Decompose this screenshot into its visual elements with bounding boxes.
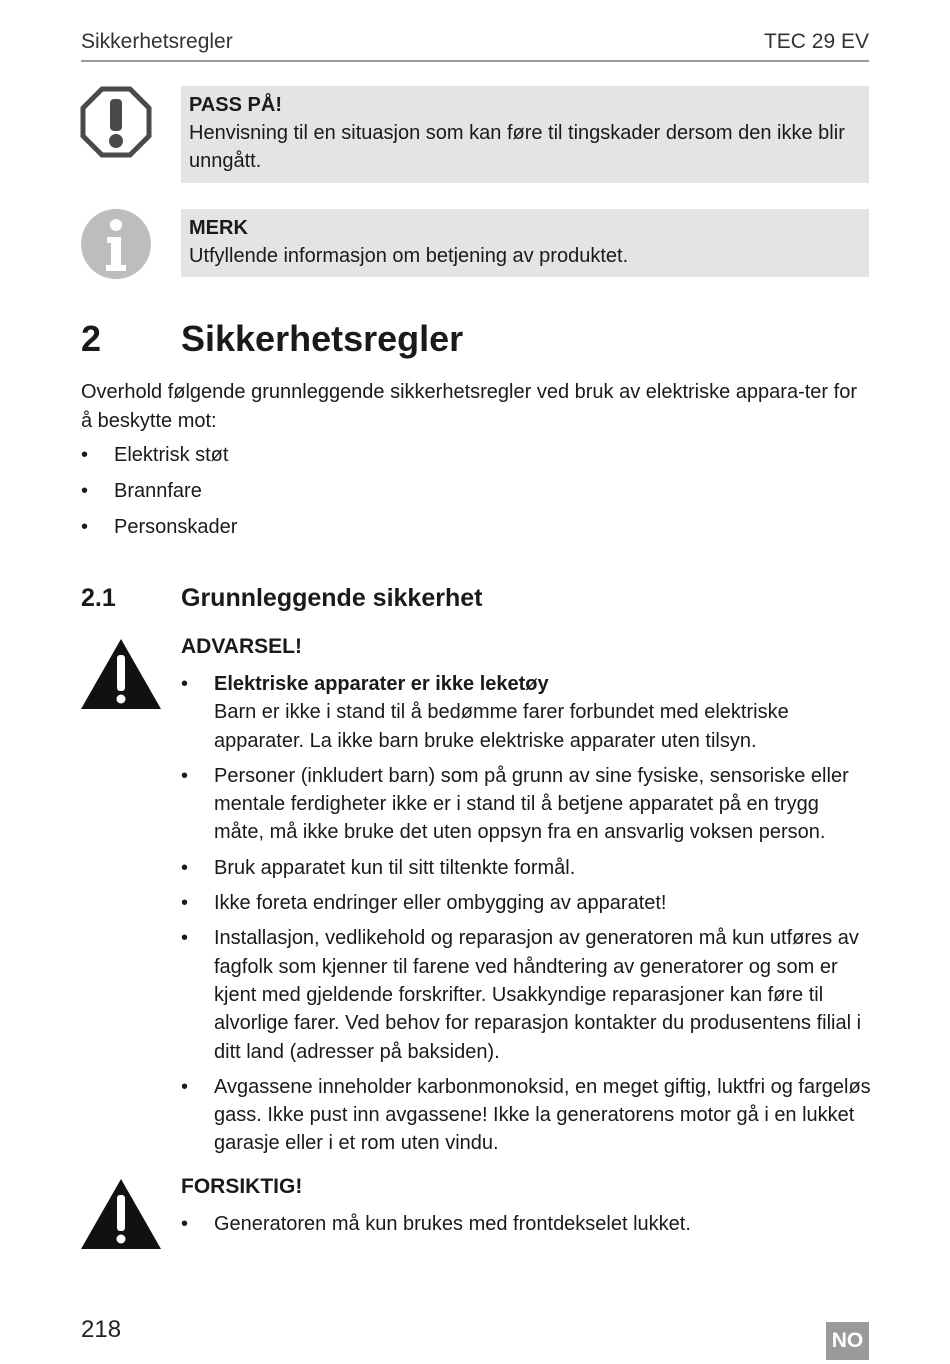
section-intro: Overhold følgende grunnleggende sikkerhetsregler ved bruk av elektriske appara-ter for å beskytte mot: xyxy=(81,381,857,432)
section-number: 2 xyxy=(81,318,102,359)
list-item: Personskader xyxy=(114,516,238,538)
list-item xyxy=(181,762,871,847)
header-rule xyxy=(81,60,869,62)
caution-label: FORSIKTIG! xyxy=(181,1175,303,1198)
warning-triangle-icon xyxy=(80,637,162,711)
bullet-dot: • xyxy=(81,444,89,466)
warning-triangle-icon xyxy=(80,1177,162,1251)
list-item: Brannfare xyxy=(114,480,202,502)
caution-notice-title: PASS PÅ! xyxy=(189,94,282,116)
subsection-number: 2.1 xyxy=(81,584,116,612)
list-item-text: Bruk apparatet kun til sitt tiltenkte formål. xyxy=(214,856,576,879)
bullet-dot: • xyxy=(181,1213,189,1235)
warning-label: ADVARSEL! xyxy=(181,635,302,658)
info-notice-title: MERK xyxy=(189,217,248,239)
list-item xyxy=(181,1073,871,1158)
bullet-dot: • xyxy=(181,764,189,787)
caution-list xyxy=(181,1210,871,1245)
bullet-dot: • xyxy=(181,673,189,695)
list-item xyxy=(181,924,871,1065)
caution-notice-text: Henvisning til en situasjon som kan føre til tingskader dersom den ikke blir unngått. xyxy=(189,122,845,172)
list-item-text: Ikke foreta endringer eller ombygging av apparatet! xyxy=(214,892,667,915)
bullet-dot: • xyxy=(181,1075,189,1098)
list-item-heading: Elektriske apparater er ikke leketøy xyxy=(214,673,549,695)
bullet-dot: • xyxy=(181,892,189,915)
bullet-dot: • xyxy=(181,927,189,950)
warning-list xyxy=(181,670,871,1165)
list-item-text: Installasjon, vedlikehold og reparasjon av generatoren må kun utføres av fagfolk som kjenner til farene ved håndtering av generatorer og som er kjent med gjeldende forskrifter. Usakkyndige reparasjoner kan føre til alvorlige farer. Ved behov for reparasjon kontakter du produsentens filial i ditt land (adresser på baksiden). xyxy=(214,927,862,1063)
running-header-model: TEC 29 EV xyxy=(763,30,869,53)
info-notice xyxy=(181,209,869,277)
subsection-title: Grunnleggende sikkerhet xyxy=(181,584,483,612)
list-item xyxy=(181,670,871,755)
caution-notice xyxy=(181,86,869,183)
section-title: Sikkerhetsregler xyxy=(181,318,464,359)
page-number: 218 xyxy=(81,1316,122,1343)
info-circle-icon xyxy=(80,208,152,280)
info-notice-text: Utfyllende informasjon om betjening av produktet. xyxy=(189,245,629,267)
running-header-title: Sikkerhetsregler xyxy=(81,30,233,53)
bullet-dot: • xyxy=(81,480,89,502)
bullet-dot: • xyxy=(181,856,189,879)
octagon-exclamation-icon xyxy=(80,86,152,158)
language-badge: NO xyxy=(826,1322,869,1360)
bullet-dot: • xyxy=(81,516,89,538)
list-item-text: Personer (inkludert barn) som på grunn av sine fysiske, sensoriske eller mentale ferdigheter ikke er i stand til å betjene apparatet på en trygg måte, må ikke bruke det uten oppsyn fra en ansvarlig voksen person. xyxy=(214,764,849,844)
list-item-text: Generatoren må kun brukes med frontdekselet lukket. xyxy=(214,1213,691,1235)
list-item xyxy=(181,1210,871,1238)
list-item-text: Avgassene inneholder karbonmonoksid, en meget giftig, luktfri og fargeløs gass. Ikke pust inn avgassene! Ikke la generatorens motor gå i en lukket garasje eller i et rom uten vindu. xyxy=(214,1075,871,1155)
list-item-text: Barn er ikke i stand til å bedømme farer forbundet med elektriske apparater. La ikke barn bruke elektriske apparater uten tilsyn. xyxy=(214,701,789,752)
list-item xyxy=(181,889,871,917)
list-item xyxy=(181,854,871,882)
list-item: Elektrisk støt xyxy=(114,444,229,466)
